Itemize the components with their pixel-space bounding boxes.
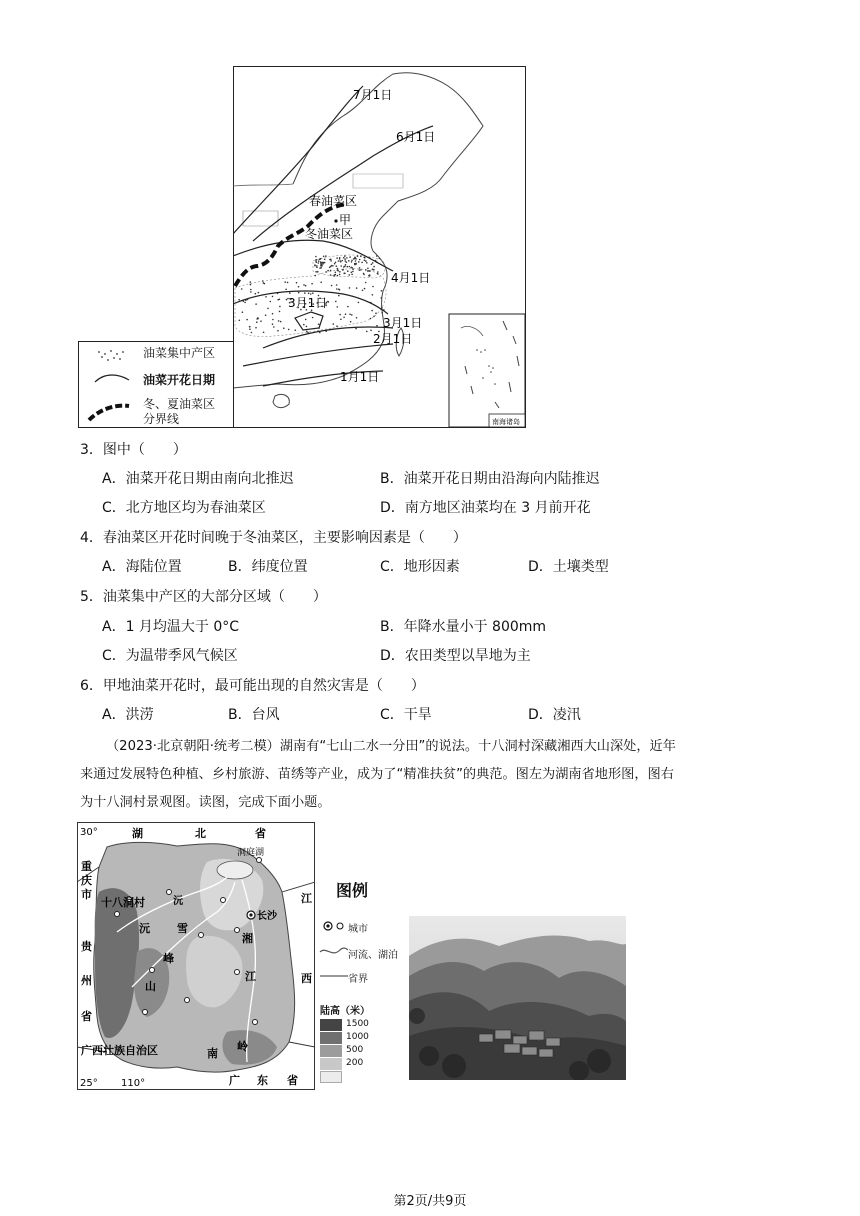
label-gui: 贵 [81,940,92,953]
hunan-map [77,822,315,1090]
label-chong: 重 [81,860,92,873]
hunan-legend [318,876,408,1086]
option-3d[interactable]: D．南方地区油菜均在 3 月前开花 [380,500,591,516]
lat-25: 25° [80,1078,98,1089]
question-number: 6． [80,678,103,694]
question-text: 油菜集中产区的大部分区域（ ） [102,589,327,605]
isoline-label-jan1: 1月1日 [340,370,380,384]
label-gd-sheng: 省 [287,1074,298,1087]
hunan-map-svg [77,822,315,1090]
passage [80,733,780,817]
passage-line-2: 来通过发展特色种植、乡村旅游、苗绣等产业，成为了“精准扶贫”的典范。图左为湖南省地形图，图右 [80,767,674,782]
legend-dots-icon [98,350,124,361]
legend-isoline-icon [95,375,129,382]
legend2-level-500: 500 [346,1045,364,1055]
legend2-level-200: 200 [346,1058,364,1068]
village-photo-svg [409,916,626,1080]
isoline-label-apr1: 4月1日 [391,271,431,285]
label-dong: 东 [257,1074,268,1087]
lat-30: 30° [80,827,98,838]
label-xiang: 湘 [242,932,253,945]
option-5a[interactable]: A．1 月均温大于 0°C [102,619,240,635]
question-number: 5． [80,589,103,605]
legend-concentrated-label: 油菜集中产区 [143,346,216,360]
option-6c[interactable]: C．干旱 [380,707,432,723]
label-gz-sheng: 省 [81,1010,92,1023]
point-jia-label: 甲 [339,213,352,227]
label-shi: 市 [81,888,92,901]
label-nan: 南 [207,1047,218,1060]
question-text: 春油菜区开花时间晚于冬油菜区，主要影响因素是（ ） [102,530,467,546]
label-shan: 山 [145,980,156,993]
label-zhou: 州 [81,974,92,987]
option-3b[interactable]: B．油菜开花日期由沿海向内陆推迟 [380,471,600,487]
inset-label: 南海诸岛 [492,418,520,426]
question-4 [80,528,467,548]
question-5 [80,587,327,607]
label-bei: 北 [195,827,206,840]
label-river-jiang: 江 [245,970,256,983]
label-village: 十八洞村 [101,896,145,909]
option-5c[interactable]: C．为温带季风气候区 [102,648,238,664]
label-yuan-river: 沅 [173,896,183,907]
lon-110: 110° [121,1078,146,1089]
question-6 [80,676,425,696]
isoline-label-jun1: 6月1日 [396,130,436,144]
label-feng: 峰 [163,952,174,965]
legend2-elevation-title: 陆高（米） [320,1006,370,1017]
label-guangxi: 广西壮族自治区 [81,1044,158,1057]
point-jia-dot [334,219,337,222]
legend-boundary-label-1: 冬、夏油菜区 [143,397,216,411]
option-6a[interactable]: A．洪涝 [102,707,154,723]
question-number: 3． [80,442,103,458]
legend-boundary-icon [89,406,129,420]
legend2-level-1000: 1000 [346,1032,369,1042]
legend2-river: 河流、湖泊 [348,950,398,961]
passage-line-3: 为十八洞村景观图。读图，完成下面小题。 [80,795,331,810]
legend2-swatch-1500 [320,1019,342,1031]
option-5d[interactable]: D．农田类型以旱地为主 [380,648,531,664]
page-footer: 第2页/共9页 [393,1194,467,1209]
legend2-swatch-low [320,1071,342,1083]
question-text: 甲地油菜开花时，最可能出现的自然灾害是（ ） [102,678,425,694]
option-4d[interactable]: D．土壤类型 [528,559,609,575]
label-hu: 湖 [132,827,143,840]
isoline-label-mar1: 3月1日 [383,316,423,330]
label-changsha: 长沙 [257,911,277,922]
option-4a[interactable]: A．海陆位置 [102,559,182,575]
label-jiang: 江 [301,892,312,905]
south-china-sea-inset [449,314,525,427]
isoline-label-feb1: 2月1日 [373,332,413,346]
question-3 [80,440,187,460]
option-5b[interactable]: B．年降水量小于 800mm [380,619,547,635]
legend2-border: 省界 [348,974,368,985]
isoline-label-jul1: 7月1日 [353,88,393,102]
legend2-swatch-1000 [320,1032,342,1044]
legend2-level-1500: 1500 [346,1019,369,1029]
legend2-title: 图例 [336,881,369,900]
label-guang: 广 [229,1074,240,1087]
option-4b[interactable]: B．纬度位置 [228,559,308,575]
label-sheng: 省 [255,827,266,840]
label-xue: 雪 [177,922,188,935]
question-text: 图中（ ） [102,442,187,458]
option-4c[interactable]: C．地形因素 [380,559,460,575]
village-photo [409,916,626,1080]
legend2-swatch-200 [320,1058,342,1070]
legend2-swatch-500 [320,1045,342,1057]
option-6b[interactable]: B．台风 [228,707,280,723]
label-xi: 西 [301,972,312,985]
isoline-label-mar1-inner: 3月1日 [288,296,328,310]
label-yuan: 沅 [139,922,150,935]
winter-zone-label: 冬油菜区 [305,227,354,241]
legend-bloom-label: 油菜开花日期 [143,373,216,387]
rapeseed-legend [78,341,234,428]
legend-boundary-label-2: 分界线 [143,412,180,426]
option-3a[interactable]: A．油菜开花日期由南向北推迟 [102,471,294,487]
label-ling: 岭 [237,1040,248,1053]
label-qing: 庆 [81,874,92,887]
passage-line-1: （2023·北京朝阳·统考二模）湖南有“七山二水一分田”的说法。十八洞村深藏湘西大山深处，近年 [106,739,676,754]
legend2-city: 城市 [348,924,368,935]
option-6d[interactable]: D．凌汛 [528,707,581,723]
legend2-icons [318,916,348,996]
question-number: 4． [80,530,103,546]
option-3c[interactable]: C．北方地区均为春油菜区 [102,500,266,516]
rapeseed-map [233,66,526,428]
label-dongting: 洞庭湖 [237,848,265,858]
spring-zone-label: 春油菜区 [309,194,358,208]
rapeseed-map-svg [233,66,526,428]
